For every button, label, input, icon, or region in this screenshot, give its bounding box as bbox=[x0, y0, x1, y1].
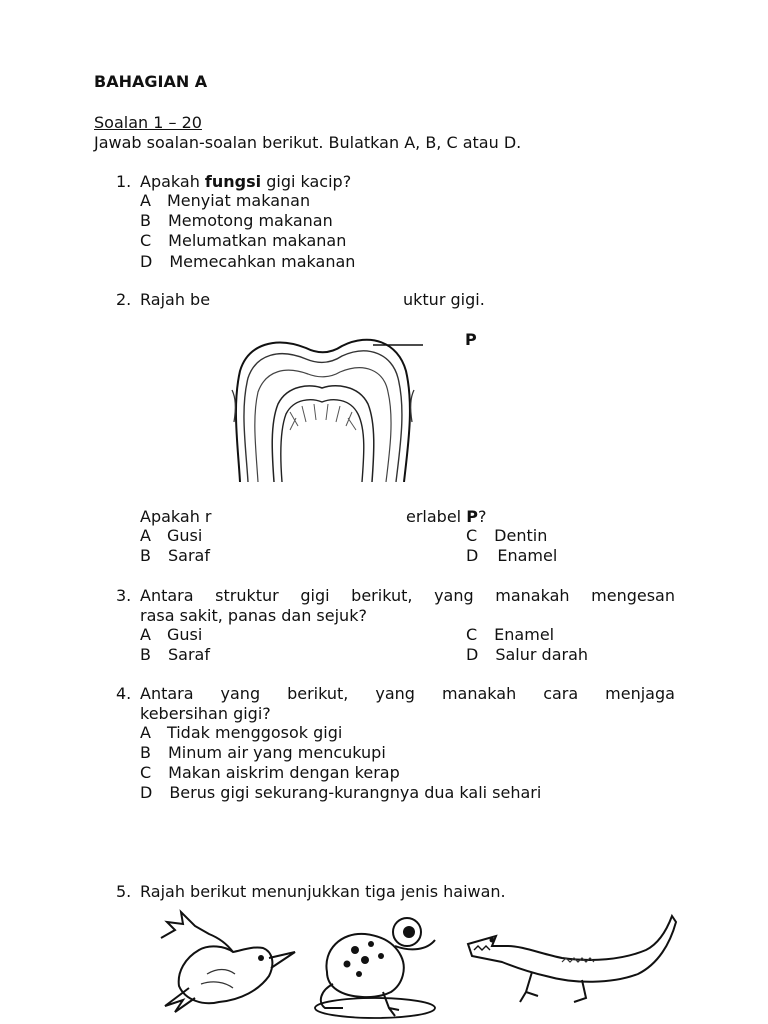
q2-option-letter: B bbox=[140, 546, 151, 565]
q2-option-a[interactable] bbox=[140, 526, 202, 546]
q3-option-b[interactable] bbox=[140, 645, 210, 665]
q1-option-text: Memecahkan makanan bbox=[169, 252, 356, 271]
q3-option-letter: C bbox=[466, 625, 478, 644]
question-range: Soalan 1 – 20 bbox=[94, 113, 202, 132]
tooth-diagram bbox=[218, 326, 428, 482]
q2-option-c[interactable] bbox=[466, 526, 547, 546]
q4-option-letter: D bbox=[140, 783, 153, 802]
q4-option-c[interactable] bbox=[140, 763, 400, 783]
q2-ask-right-pre: erlabel bbox=[406, 507, 467, 526]
q2-option-text: Enamel bbox=[497, 546, 558, 565]
q3-word: yang bbox=[434, 586, 474, 605]
frog-drawing bbox=[303, 912, 443, 1022]
q1-option-text: Memotong makanan bbox=[167, 211, 333, 230]
q1-option-letter: B bbox=[140, 211, 151, 230]
q1-option-text: Melumatkan makanan bbox=[168, 231, 347, 250]
q2-option-letter: A bbox=[140, 526, 151, 545]
q3-option-letter: A bbox=[140, 625, 151, 644]
q4-option-b[interactable] bbox=[140, 743, 386, 763]
q4-word: manakah bbox=[441, 684, 517, 703]
tooth-label-p: P bbox=[465, 330, 477, 349]
q4-word: Antara bbox=[140, 684, 194, 703]
q2-option-text: Dentin bbox=[494, 526, 548, 545]
q2-option-d[interactable] bbox=[466, 546, 557, 566]
q2-option-b[interactable] bbox=[140, 546, 210, 566]
q3-option-letter: D bbox=[466, 645, 479, 664]
q3-word: Antara bbox=[140, 586, 194, 605]
q1-text-pre: Apakah bbox=[140, 172, 205, 191]
q4-option-letter: C bbox=[140, 763, 152, 782]
q2-number: 2. bbox=[116, 290, 132, 309]
q4-option-text: Berus gigi sekurang-kurangnya dua kali sehari bbox=[169, 783, 542, 802]
q2-text-left: Rajah be bbox=[140, 290, 211, 309]
q2-option-text: Saraf bbox=[167, 546, 210, 565]
section-title: BAHAGIAN A bbox=[94, 72, 208, 91]
instruction: Jawab soalan-soalan berikut. Bulatkan A, B, C atau D. bbox=[94, 133, 522, 152]
q5-text: Rajah berikut menunjukkan tiga jenis haiwan. bbox=[140, 882, 506, 901]
q3-option-d[interactable] bbox=[466, 645, 588, 665]
q5-number: 5. bbox=[116, 882, 132, 901]
q3-option-text: Gusi bbox=[166, 625, 203, 644]
q3-number: 3. bbox=[116, 586, 132, 605]
q3-option-a[interactable] bbox=[140, 625, 202, 645]
q4-option-text: Tidak menggosok gigi bbox=[166, 723, 343, 742]
q3-option-text: Salur darah bbox=[495, 645, 589, 664]
q3-option-c[interactable] bbox=[466, 625, 554, 645]
q2-option-text: Gusi bbox=[166, 526, 203, 545]
q2-ask-left: Apakah r bbox=[140, 507, 212, 526]
q4-option-letter: B bbox=[140, 743, 151, 762]
q3-text-line2: rasa sakit, panas dan sejuk? bbox=[140, 606, 367, 625]
q3-word: berikut, bbox=[351, 586, 413, 605]
q1-option-letter: D bbox=[140, 252, 153, 271]
q1-text-bold: fungsi bbox=[204, 172, 262, 191]
q1-option-letter: C bbox=[140, 231, 152, 250]
q4-word: yang bbox=[375, 684, 415, 703]
q4-number: 4. bbox=[116, 684, 132, 703]
q4-text-line1 bbox=[140, 684, 675, 704]
q3-word: struktur bbox=[215, 586, 279, 605]
q1-option-letter: A bbox=[140, 191, 151, 210]
q1-number: 1. bbox=[116, 172, 132, 191]
q4-option-d[interactable] bbox=[140, 783, 541, 803]
q3-word: manakah bbox=[495, 586, 570, 605]
q2-ask-bold: P bbox=[466, 507, 478, 526]
q4-word: yang bbox=[220, 684, 261, 703]
q4-word: cara bbox=[543, 684, 579, 703]
q4-option-text: Minum air yang mencukupi bbox=[167, 743, 386, 762]
q2-ask-right bbox=[406, 507, 486, 527]
bird-drawing bbox=[155, 908, 300, 1016]
q4-text-line2: kebersihan gigi? bbox=[140, 704, 271, 723]
q1-text bbox=[140, 172, 351, 192]
q2-text-right: uktur gigi. bbox=[403, 290, 485, 309]
q3-word: mengesan bbox=[591, 586, 675, 605]
q3-option-text: Saraf bbox=[167, 645, 210, 664]
q4-option-a[interactable] bbox=[140, 723, 342, 743]
q1-option-c[interactable] bbox=[140, 231, 346, 251]
q4-word: berikut, bbox=[287, 684, 349, 703]
q3-option-letter: B bbox=[140, 645, 151, 664]
crocodile-drawing bbox=[462, 910, 682, 1010]
q1-text-post: gigi kacip? bbox=[261, 172, 352, 191]
q1-option-a[interactable] bbox=[140, 191, 310, 211]
q1-option-text: Menyiat makanan bbox=[166, 191, 311, 210]
q1-option-d[interactable] bbox=[140, 252, 355, 272]
q3-word: gigi bbox=[300, 586, 330, 605]
q3-option-text: Enamel bbox=[494, 625, 555, 644]
q3-text-line1 bbox=[140, 586, 675, 606]
q1-option-b[interactable] bbox=[140, 211, 333, 231]
q4-option-letter: A bbox=[140, 723, 151, 742]
q4-option-text: Makan aiskrim dengan kerap bbox=[168, 763, 400, 782]
q2-option-letter: D bbox=[466, 546, 479, 565]
q4-word: menjaga bbox=[605, 684, 675, 703]
q2-option-letter: C bbox=[466, 526, 478, 545]
q2-ask-right-post: ? bbox=[477, 507, 487, 526]
